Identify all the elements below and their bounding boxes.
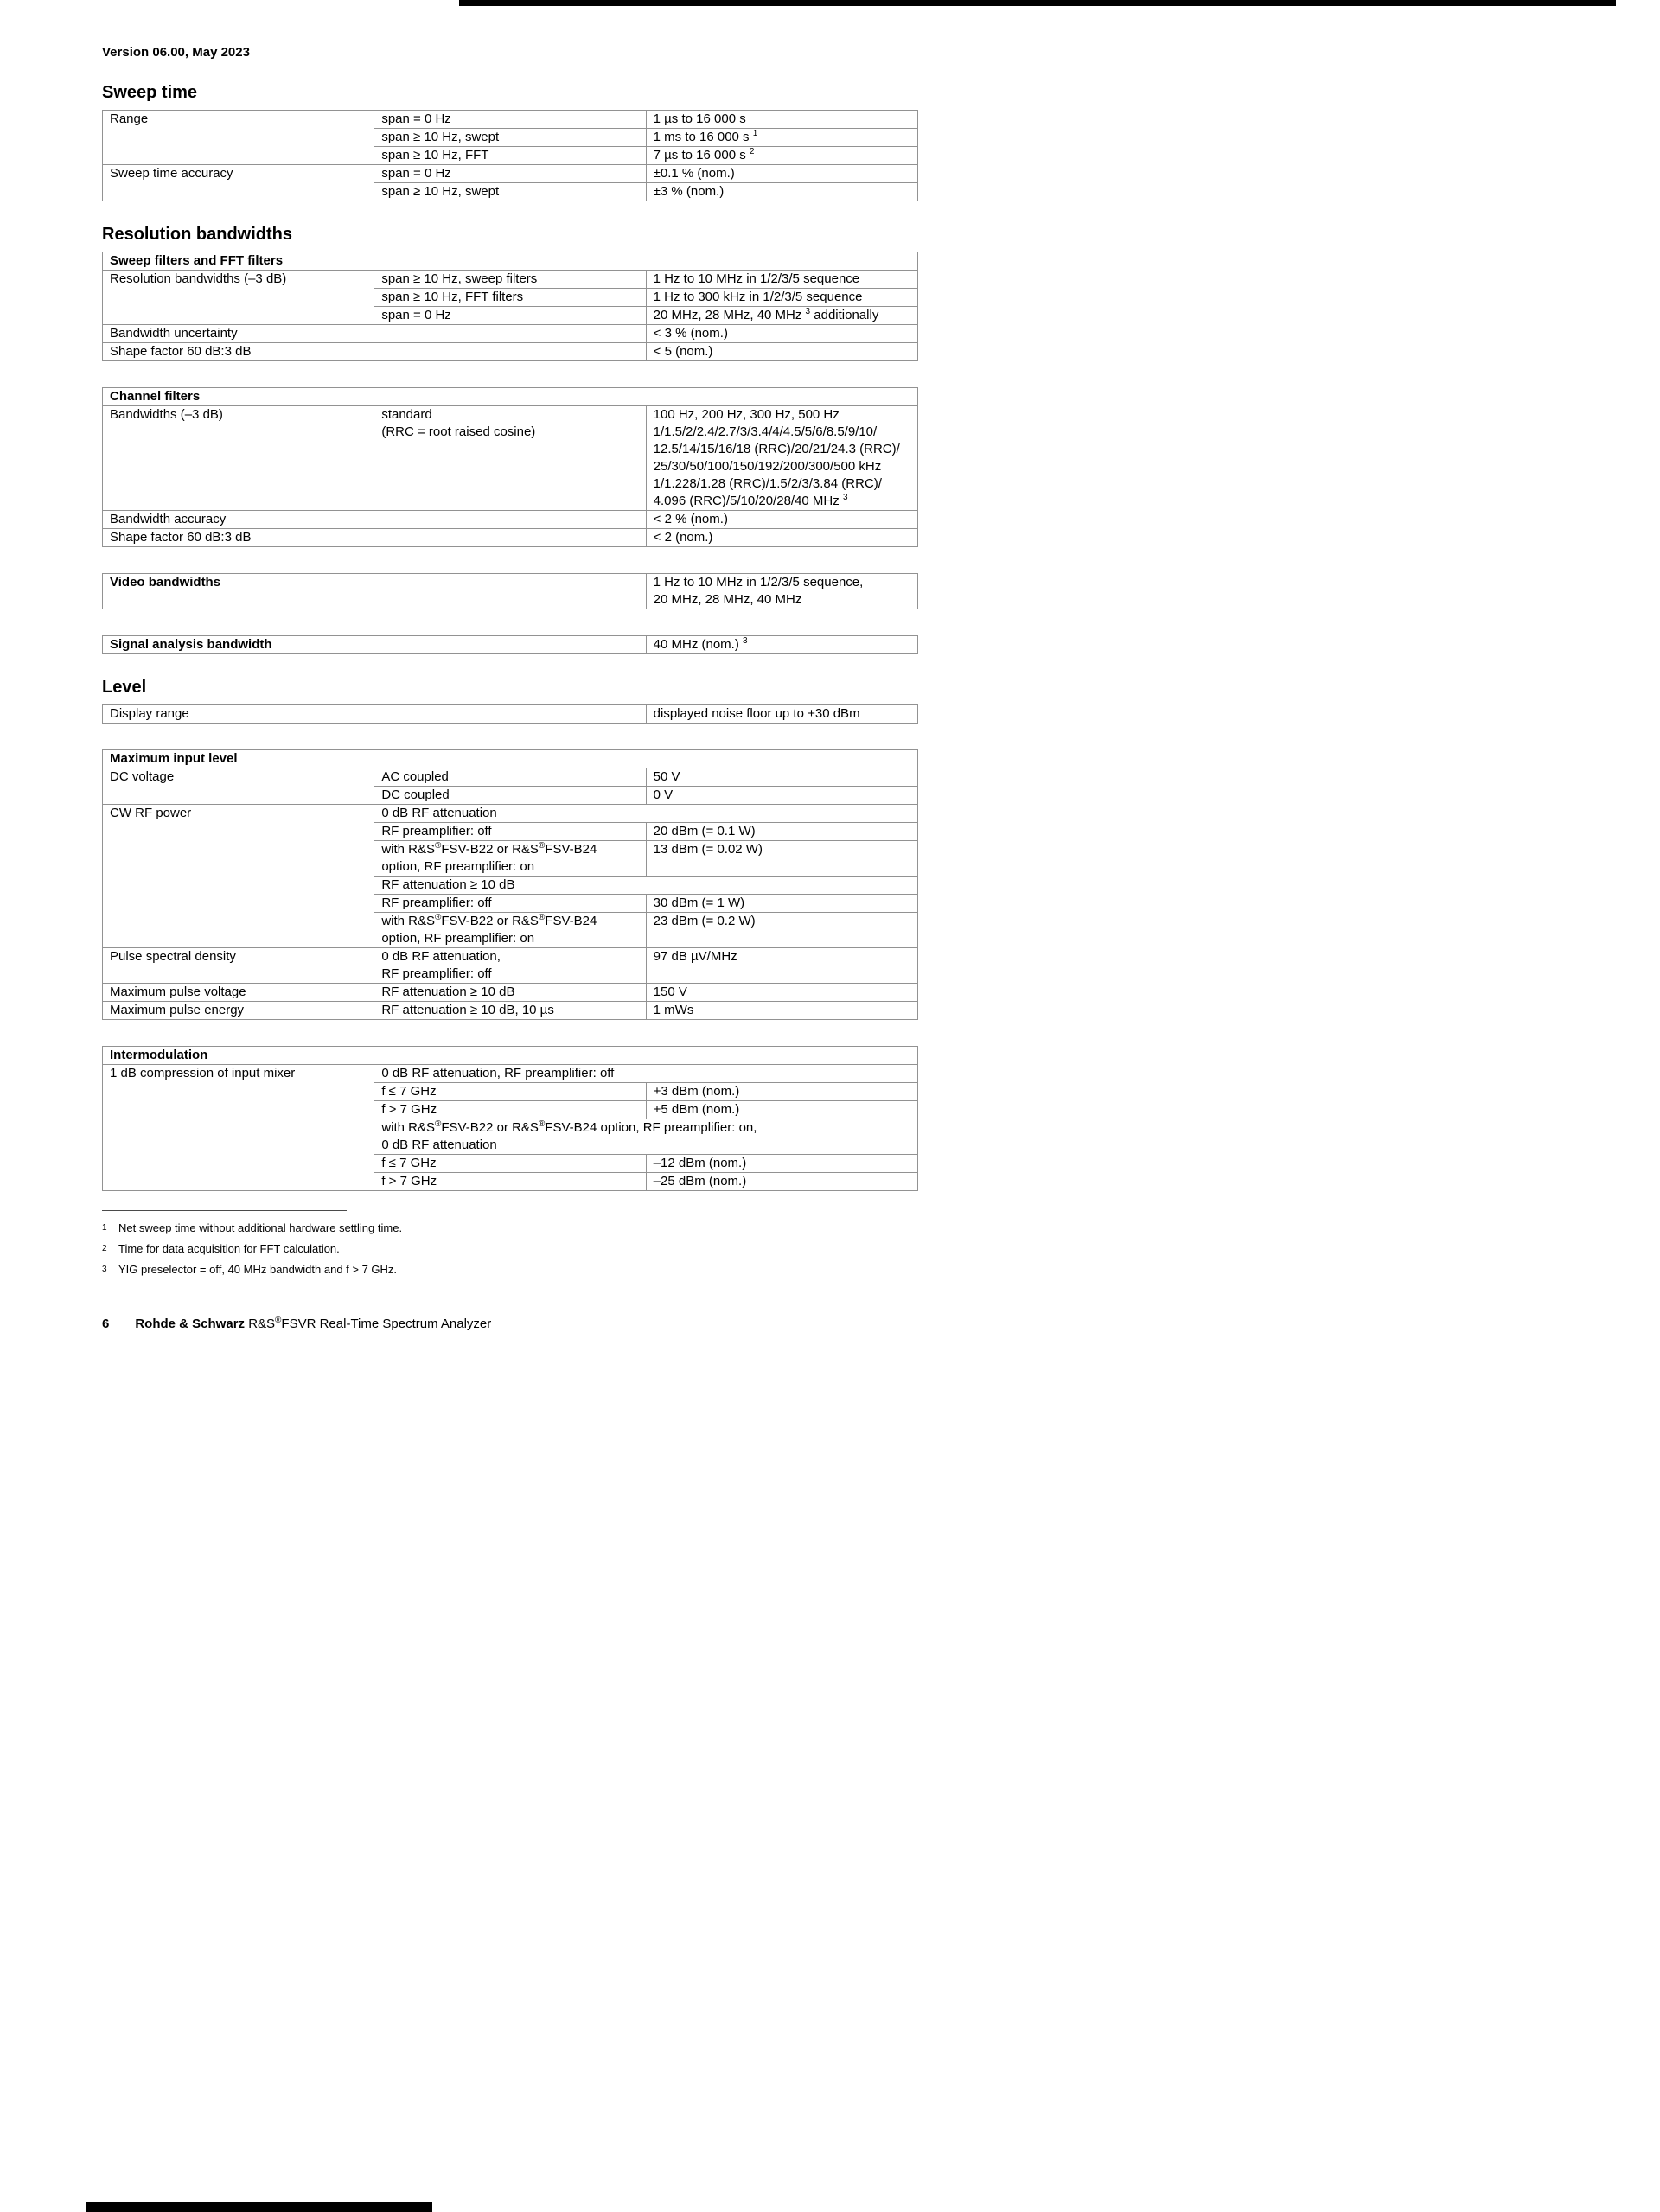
table-cell — [374, 529, 646, 547]
table-cell: 30 dBm (= 1 W) — [646, 895, 917, 913]
table-cell: Shape factor 60 dB:3 dB — [103, 343, 374, 361]
table-row — [103, 111, 918, 129]
table-cell: standard (RRC = root raised cosine) — [374, 406, 646, 511]
footnote-text: Net sweep time without additional hardware settling time. — [118, 1221, 403, 1234]
table-cell: f > 7 GHz — [374, 1101, 646, 1119]
table-row — [103, 948, 918, 984]
table-row — [103, 511, 918, 529]
table-cell: Bandwidths (–3 dB) — [103, 406, 374, 511]
table-row — [103, 325, 918, 343]
table-cell: 1 Hz to 10 MHz in 1/2/3/5 sequence — [646, 271, 917, 289]
table-cell: 0 dB RF attenuation, RF preamplifier: off — [374, 1065, 918, 1083]
table-cell: Signal analysis bandwidth — [103, 636, 374, 654]
section-sweep-time — [102, 82, 918, 201]
table-cell: 13 dBm (= 0.02 W) — [646, 841, 917, 877]
table-cell: AC coupled — [374, 768, 646, 787]
table-cell: Display range — [103, 705, 374, 724]
table-cell: Maximum pulse energy — [103, 1002, 374, 1020]
table-cell: span = 0 Hz — [374, 165, 646, 183]
table-cell: < 2 % (nom.) — [646, 511, 917, 529]
table-cell: f ≤ 7 GHz — [374, 1155, 646, 1173]
table-cell: Sweep filters and FFT filters — [103, 252, 918, 271]
footnotes-list — [102, 1221, 918, 1277]
table-cell — [374, 325, 646, 343]
signal-analysis-bandwidth-table — [102, 635, 918, 654]
table-cell: 100 Hz, 200 Hz, 300 Hz, 500 Hz 1/1.5/2/2.4/2.7/3/3.4/4/4.5/5/6/8.5/9/10/ 12.5/14/15/16/18 (RRC)/20/21/24.3 (RRC)/ 25/30/50/100/150/192/200/300/500 kHz 1/1.228/1.28 (RRC)/1.5/2/3/3.84 (RRC)/ 4.096 (RRC)/5/10/20/28/40 MHz $^3$ — [646, 406, 917, 511]
table-cell: Resolution bandwidths (–3 dB) — [103, 271, 374, 325]
table-cell: span ≥ 10 Hz, swept — [374, 129, 646, 147]
table-cell: Shape factor 60 dB:3 dB — [103, 529, 374, 547]
section-level — [102, 677, 918, 1191]
table-cell — [374, 574, 646, 609]
table-cell — [374, 511, 646, 529]
table-cell: RF attenuation ≥ 10 dB — [374, 984, 646, 1002]
table-row — [103, 805, 918, 823]
table-cell — [374, 343, 646, 361]
table-cell: 0 dB RF attenuation — [374, 805, 918, 823]
table-cell: 23 dBm (= 0.2 W) — [646, 913, 917, 948]
table-cell: Range — [103, 111, 374, 165]
table-row — [103, 984, 918, 1002]
channel-filters-table — [102, 387, 918, 547]
table-cell: DC voltage — [103, 768, 374, 805]
table-row — [103, 705, 918, 724]
table-cell: CW RF power — [103, 805, 374, 948]
table-cell: –12 dBm (nom.) — [646, 1155, 917, 1173]
table-row — [103, 271, 918, 289]
footer-product: R&S®FSVR Real-Time Spectrum Analyzer — [248, 1316, 492, 1331]
footnote-text: YIG preselector = off, 40 MHz bandwidth and f > 7 GHz. — [118, 1263, 398, 1276]
section-heading-level: Level — [102, 678, 147, 697]
table-cell: 50 V — [646, 768, 917, 787]
display-range-table — [102, 704, 918, 724]
table-cell: RF preamplifier: off — [374, 823, 646, 841]
table-cell: RF attenuation ≥ 10 dB — [374, 877, 918, 895]
table-cell: Sweep time accuracy — [103, 165, 374, 201]
table-cell: span = 0 Hz — [374, 307, 646, 325]
footer-brand: Rohde & Schwarz — [135, 1316, 246, 1331]
table-cell: 0 V — [646, 787, 917, 805]
table-cell: 1 dB compression of input mixer — [103, 1065, 374, 1191]
table-cell: with R&S®FSV-B22 or R&S®FSV-B24 option, RF preamplifier: on — [374, 841, 646, 877]
table-cell: 1 Hz to 300 kHz in 1/2/3/5 sequence — [646, 289, 917, 307]
section-heading-resolution-bandwidths: Resolution bandwidths — [102, 225, 292, 244]
table-cell: 20 MHz, 28 MHz, 40 MHz $^3$ additionally — [646, 307, 917, 325]
table-row — [103, 252, 918, 271]
table-cell: f ≤ 7 GHz — [374, 1083, 646, 1101]
table-row — [103, 529, 918, 547]
intermodulation-table — [102, 1046, 918, 1191]
table-cell: < 5 (nom.) — [646, 343, 917, 361]
table-row — [103, 574, 918, 609]
table-cell: +5 dBm (nom.) — [646, 1101, 917, 1119]
page-edge-bar-bottom — [86, 2202, 432, 2212]
table-cell: span = 0 Hz — [374, 111, 646, 129]
footnote-number: 1 — [102, 1223, 107, 1233]
table-cell: Video bandwidths — [103, 574, 374, 609]
table-row — [103, 1047, 918, 1065]
table-row — [103, 343, 918, 361]
table-cell: < 3 % (nom.) — [646, 325, 917, 343]
table-cell: 1 ms to 16 000 s $^1$ — [646, 129, 917, 147]
sweep-filters-and-fft-filters-table — [102, 252, 918, 361]
table-cell: Channel filters — [103, 388, 918, 406]
table-cell: 0 dB RF attenuation, RF preamplifier: off — [374, 948, 646, 984]
table-cell: with R&S®FSV-B22 or R&S®FSV-B24 option, RF preamplifier: on — [374, 913, 646, 948]
table-cell — [374, 705, 646, 724]
sweep-time-table — [102, 110, 918, 201]
table-row — [103, 388, 918, 406]
table-cell: span ≥ 10 Hz, sweep filters — [374, 271, 646, 289]
footnote-number: 2 — [102, 1244, 107, 1253]
table-cell: with R&S®FSV-B22 or R&S®FSV-B24 option, RF preamplifier: on, 0 dB RF attenuation — [374, 1119, 918, 1155]
table-cell: +3 dBm (nom.) — [646, 1083, 917, 1101]
footnote-text: Time for data acquisition for FFT calculation. — [118, 1242, 340, 1255]
table-cell: RF preamplifier: off — [374, 895, 646, 913]
table-cell: –25 dBm (nom.) — [646, 1173, 917, 1191]
table-cell: span ≥ 10 Hz, swept — [374, 183, 646, 201]
table-cell: 1 µs to 16 000 s — [646, 111, 917, 129]
table-cell: 20 dBm (= 0.1 W) — [646, 823, 917, 841]
footnotes — [102, 1210, 918, 1277]
table-cell: Maximum pulse voltage — [103, 984, 374, 1002]
table-row — [103, 1065, 918, 1083]
table-cell: DC coupled — [374, 787, 646, 805]
table-cell: 1 Hz to 10 MHz in 1/2/3/5 sequence, 20 MHz, 28 MHz, 40 MHz — [646, 574, 917, 609]
table-cell: span ≥ 10 Hz, FFT — [374, 147, 646, 165]
table-cell: displayed noise floor up to +30 dBm — [646, 705, 917, 724]
table-cell: < 2 (nom.) — [646, 529, 917, 547]
section-heading-sweep-time: Sweep time — [102, 83, 198, 102]
table-cell: 40 MHz (nom.) $^3$ — [646, 636, 917, 654]
maximum-input-level-table — [102, 749, 918, 1020]
table-cell: ±0.1 % (nom.) — [646, 165, 917, 183]
table-row — [103, 636, 918, 654]
page-footer — [102, 1316, 918, 1331]
sections — [102, 82, 918, 1191]
video-bandwidths-table — [102, 573, 918, 609]
table-cell: Pulse spectral density — [103, 948, 374, 984]
table-row — [103, 406, 918, 511]
table-cell: Maximum input level — [103, 750, 918, 768]
footnote — [102, 1221, 918, 1235]
table-cell: Bandwidth accuracy — [103, 511, 374, 529]
table-cell: ±3 % (nom.) — [646, 183, 917, 201]
version-line: Version 06.00, May 2023 — [102, 45, 250, 60]
table-cell: f > 7 GHz — [374, 1173, 646, 1191]
section-resolution-bandwidths — [102, 224, 918, 654]
footnote-number: 3 — [102, 1265, 107, 1274]
page-content — [102, 0, 918, 1331]
footnote — [102, 1242, 918, 1256]
table-row — [103, 1002, 918, 1020]
table-cell: RF attenuation ≥ 10 dB, 10 µs — [374, 1002, 646, 1020]
table-cell: Intermodulation — [103, 1047, 918, 1065]
table-cell — [374, 636, 646, 654]
table-row — [103, 750, 918, 768]
table-row — [103, 165, 918, 183]
page-number: 6 — [102, 1316, 110, 1331]
table-cell: 7 µs to 16 000 s $^2$ — [646, 147, 917, 165]
table-cell: 97 dB µV/MHz — [646, 948, 917, 984]
table-cell: Bandwidth uncertainty — [103, 325, 374, 343]
table-row — [103, 768, 918, 787]
footnote-divider — [102, 1210, 347, 1211]
footnote — [102, 1263, 918, 1277]
table-cell: 1 mWs — [646, 1002, 917, 1020]
table-cell: span ≥ 10 Hz, FFT filters — [374, 289, 646, 307]
table-cell: 150 V — [646, 984, 917, 1002]
